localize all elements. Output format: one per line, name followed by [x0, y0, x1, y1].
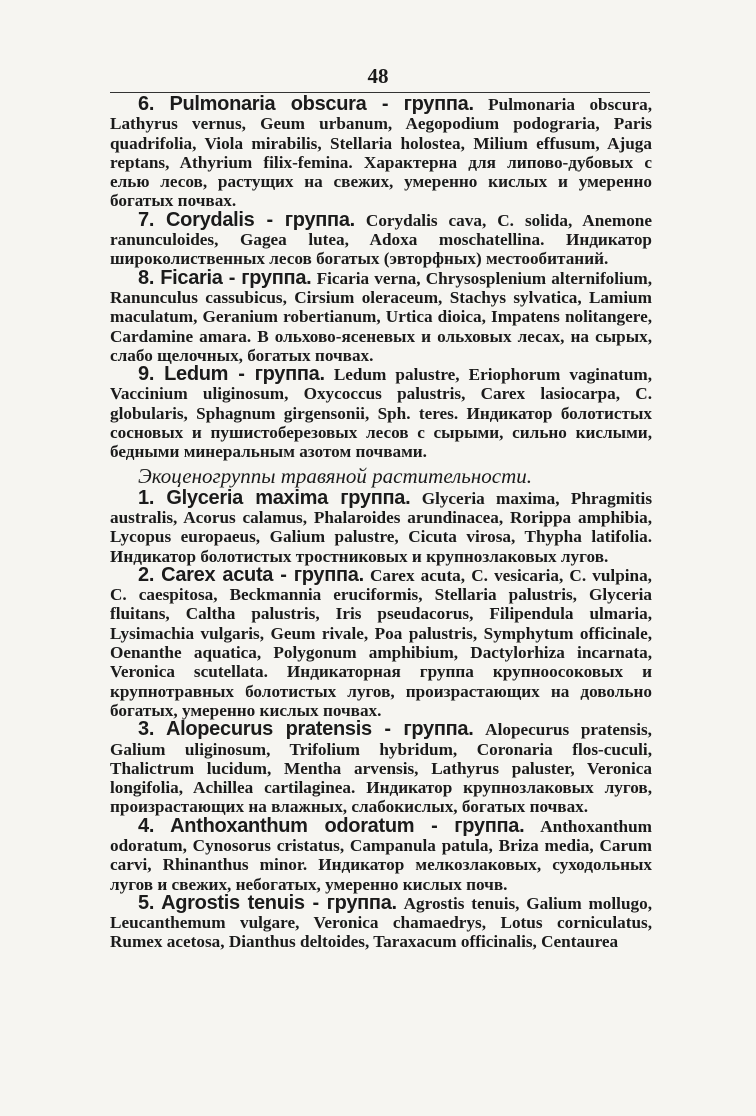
entry-7	[110, 208, 652, 269]
entry-5	[110, 891, 652, 952]
entry-heading: 6. Pulmonaria obscura - группа.	[138, 93, 474, 115]
entry-heading: 8. Ficaria - группа.	[138, 266, 312, 289]
entry-8	[110, 266, 652, 365]
entry-6	[110, 95, 652, 211]
entry-4	[110, 814, 652, 894]
entry-text: Carex acuta, C. vesicaria, C. vulpina, C. caespitosa, Beckmannia eruciformis, Stellaria palustris, Glyceria fluitans, Caltha palustris, Iris pseudacorus, Filipendula ulmaria, Lysimachia vulgaris, Geum rivale, Poa palustris, Symphytum officinale, Oenanthe aquatica, Polygonum amphibium, Dactylorhiza incarnata, Veronica scutellata. Индикаторная группа крупноосоковых и крупнотравных болотистых лугов, произрастающих на довольно богатых, умеренно кислых почвах.	[110, 565, 652, 720]
entry-heading: 1. Glyceria maxima группа.	[138, 486, 411, 509]
entry-heading: 9. Ledum - группа.	[138, 363, 325, 386]
entry-text: Anthoxanthum odoratum, Cynosorus cristatus, Campanula patula, Briza media, Carum carvi, Rhinanthus minor. Индикатор мелкозлаковых, суходольных лугов и свежих, небогатых, умеренно кислых почв.	[110, 816, 652, 894]
page-number: 48	[367, 64, 389, 88]
entry-1	[110, 486, 653, 566]
page-body	[110, 95, 652, 952]
entry-heading: 3. Alopecurus pratensis - группа.	[138, 718, 474, 741]
entry-9	[110, 365, 652, 461]
entry-3	[110, 720, 652, 816]
entry-2	[110, 563, 652, 720]
entry-heading: 7. Corydalis - группа.	[138, 208, 355, 231]
entry-text: Ledum palustre, Eriophorum vaginatum, Vaccinium uliginosum, Oxycoccus palustris, Carex lasiocarpa, C. globularis, Sphagnum girgensonii, Sph. teres. Индикатор болотистых сосновых и пушистоберезовых лесов с сырыми, сильно кислыми, бедными минеральным азотом почвами.	[110, 365, 652, 462]
entry-text: Alopecurus pratensis, Galium uliginosum, Trifolium hybridum, Coronaria flos-cuculi, Thalictrum lucidum, Mentha arvensis, Lathyrus paluster, Veronica longifolia, Achillea cartilaginea. Индикатор крупнозлаковых лугов, произрастающих на влажных, слабокислых, богатых почвах.	[110, 720, 652, 817]
entry-text: Pulmonaria obscura, Lathyrus vernus, Geum urbanum, Aegopodium podograria, Paris quadrifolia, Viola mirabilis, Stellaria holostea, Milium effusum, Ajuga reptans, Athyrium filix-femina. Характерна для липово-дубовых с елью лесов, растущих на свежих, умеренно кислых и умеренно богатых почвах.	[110, 95, 652, 211]
entry-text: Glyceria maxima, Phragmitis australis, Acorus calamus, Phalaroides arundinacea, Rorippa amphibia, Lycopus europaeus, Galium palustre, Cicuta virosa, Thypha latifolia. Индикатор болотистых тростниковых и крупнозлаковых лугов.	[110, 488, 653, 566]
entry-heading: 2. Carex acuta - группа.	[138, 563, 364, 586]
entry-heading: 4. Anthoxanthum odoratum - группа.	[138, 814, 525, 837]
section-title: Экоценогруппы травяной растительности.	[138, 463, 532, 488]
entry-text: Corydalis cava, C. solida, Anemone ranunculoides, Gagea lutea, Adoxa moschatellina. Индикатор широколиственных лесов богатых (эвторфных) местообитаний.	[110, 210, 652, 269]
entry-text: Agrostis tenuis, Galium mollugo, Leucanthemum vulgare, Veronica chamaedrys, Lotus corniculatus, Rumex acetosa, Dianthus deltoides, Taraxacum officinalis, Centaurea	[110, 893, 652, 952]
entry-heading: 5. Agrostis tenuis - группа.	[138, 891, 397, 914]
entry-text: Ficaria verna, Chrysosplenium alternifolium, Ranunculus cassubicus, Cirsium oleraceum, Stachys sylvatica, Lamium maculatum, Geranium robertianum, Urtica dioica, Impatens nolitangere, Cardamine amara. В ольхово-ясеневых и ольховых лесах, на сырых, слабо щелочных, богатых почвах.	[110, 268, 652, 365]
